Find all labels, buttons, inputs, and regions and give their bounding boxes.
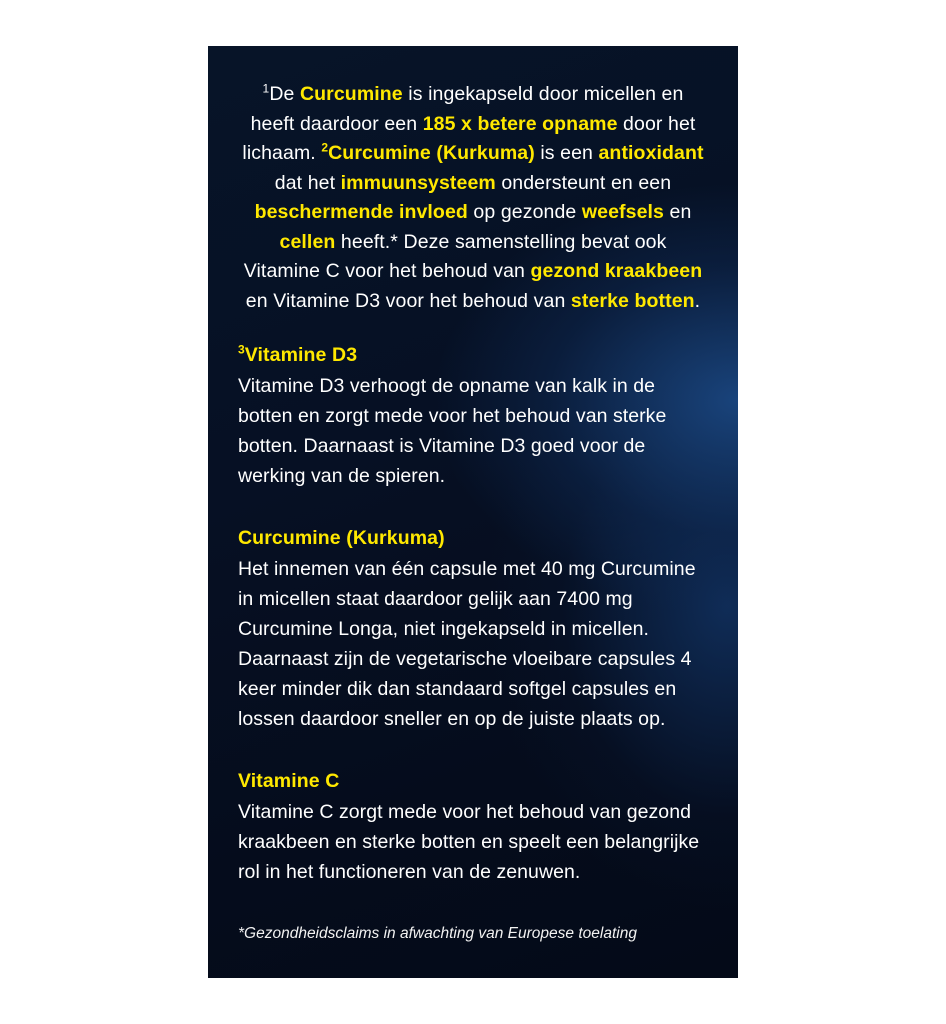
intro-text-6: ondersteunt en een [495,171,672,194]
highlight-beschermende-invloed: beschermende invloed [254,201,468,223]
footnote-marker-1: 1 [262,81,270,96]
section-body-curcumine-kurkuma: Het innemen van één capsule met 40 mg Curcumine in micellen staat daardoor gelijk aan 7400 mg Curcumine Longa, niet ingekapseld in micellen. Daarnaast zijn de vegetarische vloeibare capsules 4 keer minder dik dan standaard softgel capsules en lossen daardoor sneller en op de juiste plaats op. [238,558,696,730]
intro-text-11: . [694,289,701,312]
intro-text-3: door het lichaam. [242,112,696,164]
intro-text-5: dat het [274,171,341,194]
highlight-immuunsysteem: immuunsysteem [340,171,496,194]
intro-text-1: De [269,83,300,105]
footnote-marker-3: 3 [238,342,245,357]
section-heading-curcumine-kurkuma: Curcumine (Kurkuma) [238,527,445,549]
intro-text-10: en Vitamine D3 voor het behoud van [245,289,571,312]
section-body-vitamine-c: Vitamine C zorgt mede voor het behoud van gezond kraakbeen en sterke botten en speelt een belangrijke rol in het functioneren van de zenuwen. [238,801,700,883]
section-curcumine-kurkuma [236,525,710,734]
highlight-antioxidant: antioxidant [598,142,704,164]
highlight-sterke-botten: sterke botten [570,289,695,312]
intro-text-4: is een [534,142,599,164]
footnote-text: *Gezondheidsclaims in afwachting van Europese toelating [238,925,637,942]
highlight-curcumine: Curcumine [299,83,403,105]
section-vitamine-d3 [236,342,710,491]
intro-text-2: is ingekapseld door micellen en heeft daardoor een [250,83,684,135]
highlight-gezond-kraakbeen: gezond kraakbeen [530,260,703,282]
highlight-cellen: cellen [279,230,336,253]
footnote-marker-2: 2 [321,140,329,155]
intro-text-7: op gezonde [467,201,582,223]
section-vitamine-c [236,768,710,887]
section-body-vitamine-d3: Vitamine D3 verhoogt de opname van kalk in de botten en zorgt mede voor het behoud van sterke botten. Daarnaast is Vitamine D3 goed voor de werking van de spieren. [238,375,667,487]
section-heading-text: Vitamine D3 [244,344,358,366]
highlight-curcumine-kurkuma: Curcumine (Kurkuma) [328,142,535,164]
highlight-weefsels: weefsels [581,201,664,223]
intro-text-8: en [663,201,692,223]
highlight-absorption: 185 x betere opname [422,112,618,135]
section-heading-vitamine-c: Vitamine C [238,770,340,792]
product-info-panel [208,46,738,978]
section-heading-vitamine-d3 [238,342,708,368]
intro-paragraph [236,80,710,316]
intro-text-9: heeft.* Deze samenstelling bevat ook Vitamine C voor het behoud van [243,230,667,282]
